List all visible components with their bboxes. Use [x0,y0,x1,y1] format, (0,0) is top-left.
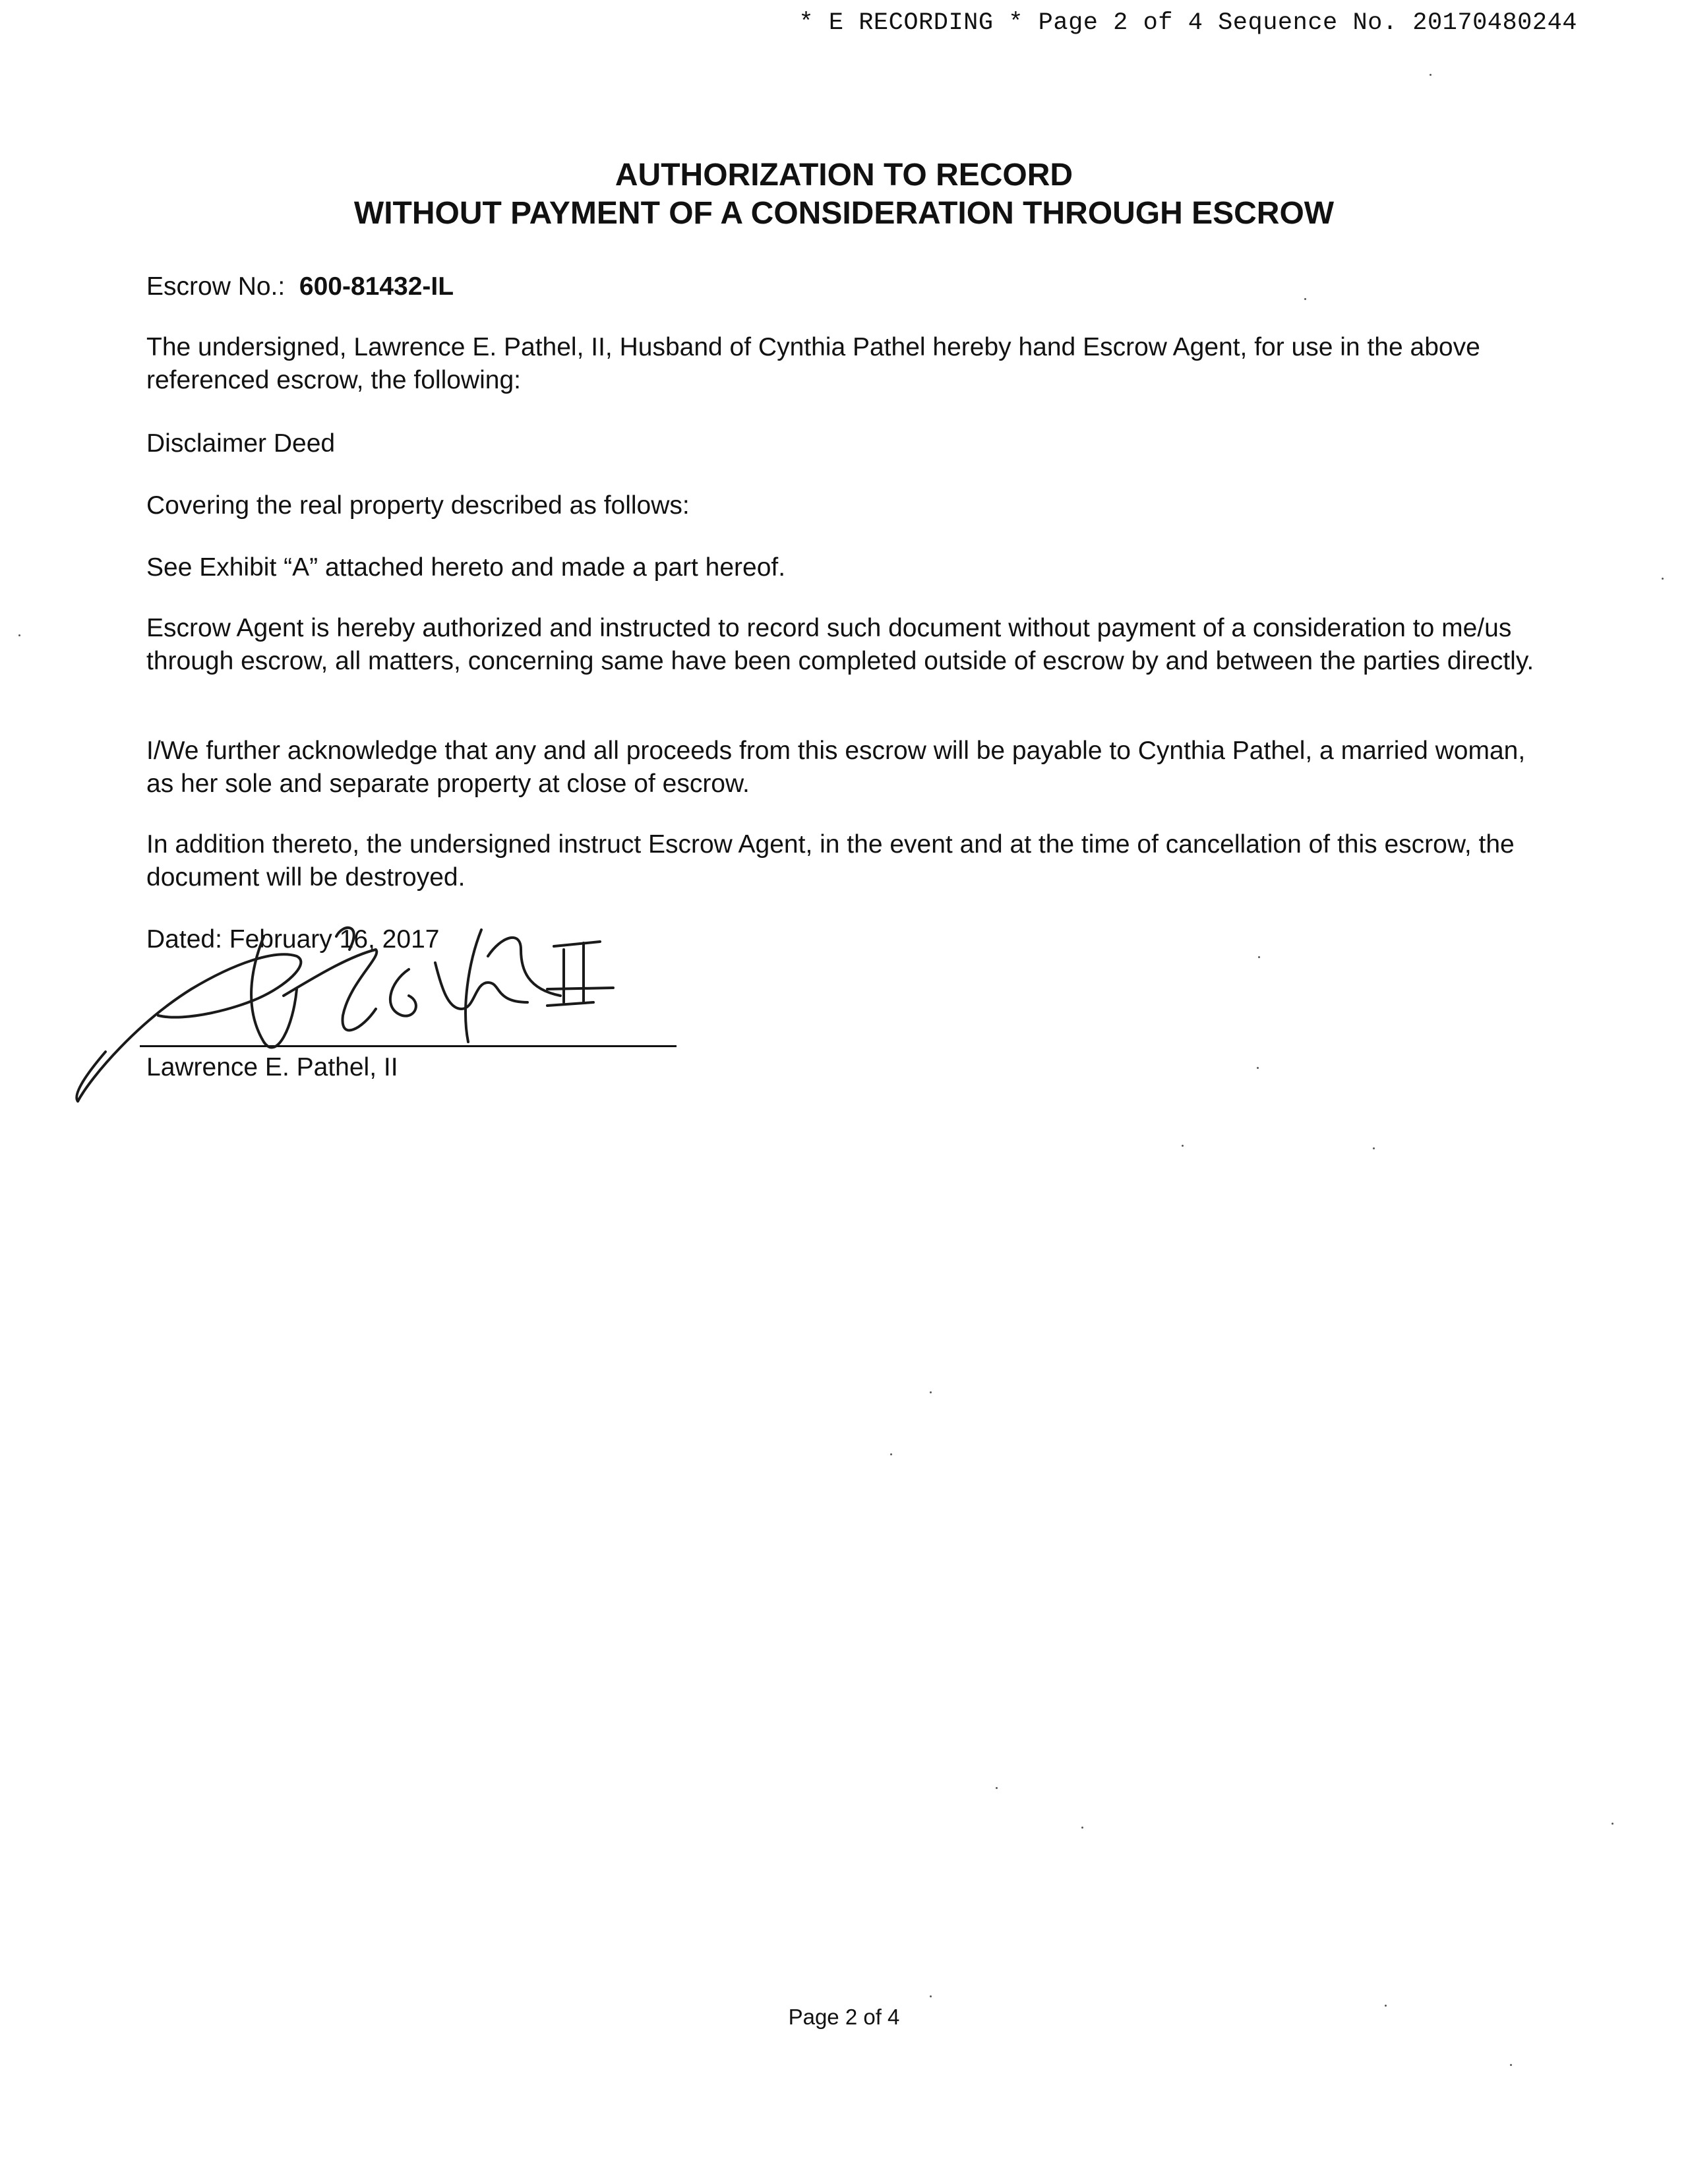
document-title: AUTHORIZATION TO RECORD [615,158,1073,193]
page-footer: Page 2 of 4 [788,2005,900,2029]
signer-name: Lawrence E. Pathel, II [146,1053,398,1081]
paragraph-covering: Covering the real property described as follows: [146,491,690,520]
scan-speck [1304,298,1306,300]
scan-speck [930,1995,932,1997]
scan-speck [1373,1147,1375,1149]
handwritten-signature [66,910,673,1108]
paragraph-cancellation: In addition thereto, the undersigned instruct Escrow Agent, in the event and at the time of cancellation of this escrow, the document will be destroyed. [146,830,1515,892]
scan-speck [1662,578,1664,580]
escrow-number-value: 600-81432-IL [299,272,454,301]
escrow-number-line [146,270,1544,303]
scan-speck [996,1787,998,1789]
scan-speck [18,634,20,636]
scan-speck [1257,1067,1259,1069]
paragraph-authorization: Escrow Agent is hereby authorized and instructed to record such document without payment of a consideration to me/us through escrow, all matters, concerning same have been completed outside of escrow by and between the parties directly. [146,614,1534,675]
document-subtitle: WITHOUT PAYMENT OF A CONSIDERATION THROUGH ESCROW [353,196,1335,231]
scan-speck [1258,956,1260,958]
escrow-number-label: Escrow No.: [146,272,286,301]
paragraph-exhibit: See Exhibit “A” attached hereto and made a part hereof. [146,553,786,582]
paragraph-acknowledgement: I/We further acknowledge that any and all proceeds from this escrow will be payable to Cynthia Pathel, a married woman, as her sole and separate property at close of escrow. [146,737,1526,798]
scan-speck [1182,1145,1184,1147]
recording-header: * E RECORDING * Page 2 of 4 Sequence No. 20170480244 [799,9,1577,37]
dated-line: Dated: February 16, 2017 [146,925,440,954]
scan-speck [890,1453,892,1455]
paragraph-document-type: Disclaimer Deed [146,429,336,458]
scan-speck [1510,2064,1512,2066]
paragraph-undersigned: The undersigned, Lawrence E. Pathel, II, Husband of Cynthia Pathel hereby hand Escrow Agent, for use in the above referenced escrow, the following: [146,333,1480,394]
scan-speck [1430,74,1432,76]
scan-speck [1081,1827,1083,1829]
scan-speck [930,1391,932,1393]
scan-speck [1612,1823,1613,1825]
scan-speck [1385,2005,1387,2007]
